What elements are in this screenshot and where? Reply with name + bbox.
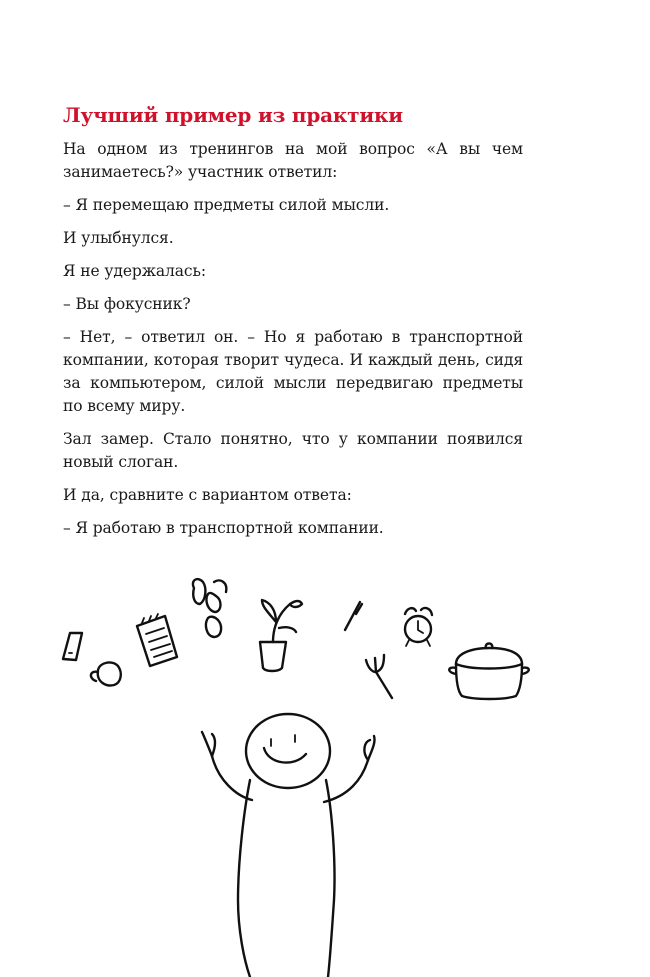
paragraph: – Я работаю в транспортной компании. bbox=[63, 519, 384, 537]
smiling-person-icon bbox=[202, 714, 375, 977]
paragraph: – Я перемещаю предметы силой мысли. bbox=[63, 196, 390, 214]
paragraph: – Нет, – ответил он. – Но я работаю в транспортной компании, которая творит чудеса. И каждый день, сидя за компьютером, силой мысли передвигаю предметы по всему миру. bbox=[63, 328, 523, 415]
paragraph: И улыбнулся. bbox=[63, 229, 174, 247]
notepad-icon bbox=[137, 614, 177, 666]
section-heading: Лучший пример из практики bbox=[63, 103, 403, 127]
pen-icon bbox=[345, 602, 362, 630]
paragraph: – Вы фокусник? bbox=[63, 295, 191, 313]
paragraph: И да, сравните с вариантом ответа: bbox=[63, 486, 352, 504]
chain-icon bbox=[193, 579, 226, 637]
fork-icon bbox=[366, 655, 392, 698]
paragraph: На одном из тренингов на мой вопрос «А вы чем занимаетесь?» участник ответил: bbox=[63, 140, 523, 181]
alarm-clock-icon bbox=[405, 608, 432, 646]
juggling-illustration bbox=[0, 560, 650, 977]
cup-icon bbox=[91, 663, 121, 686]
text-section bbox=[63, 103, 523, 550]
pot-icon bbox=[449, 644, 529, 700]
plant-icon bbox=[260, 600, 302, 671]
paragraph: Я не удержалась: bbox=[63, 262, 206, 280]
phone-icon bbox=[63, 633, 82, 660]
paragraph: Зал замер. Стало понятно, что у компании появился новый слоган. bbox=[63, 430, 523, 471]
